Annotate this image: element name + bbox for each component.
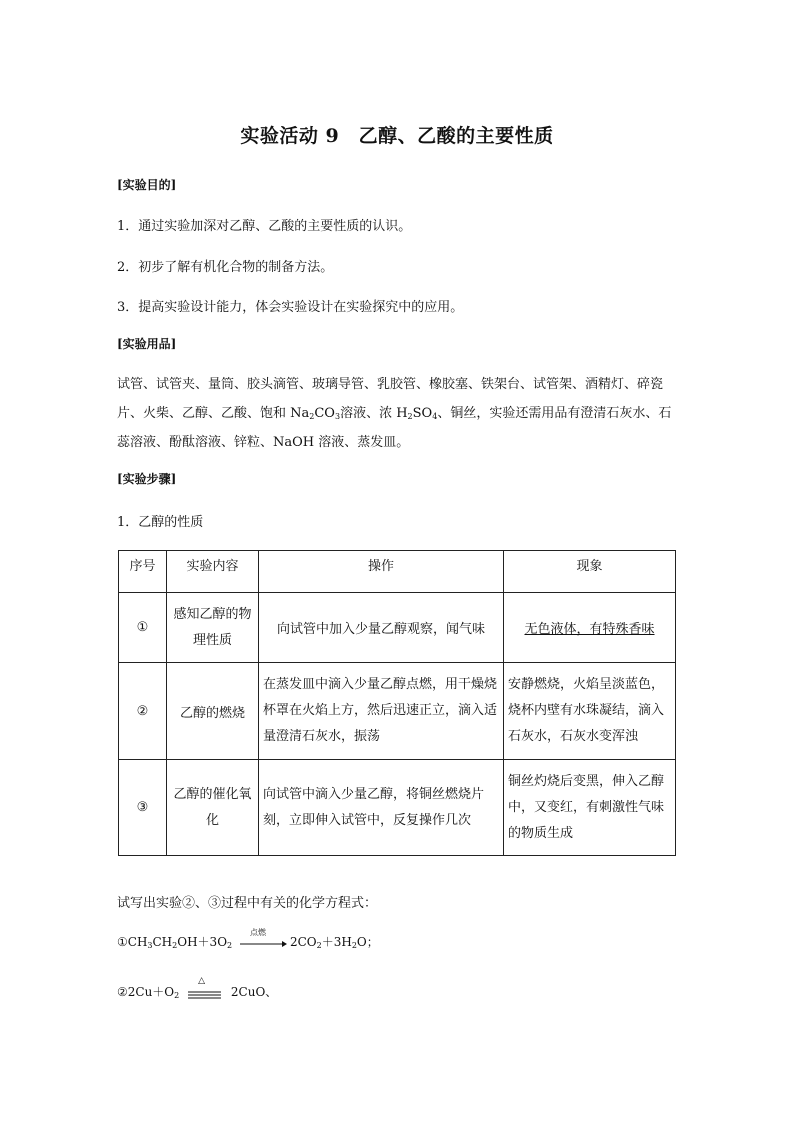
table-row <box>119 760 676 856</box>
row-no: ① <box>119 593 167 663</box>
table-row <box>119 593 676 663</box>
row-operation: 在蒸发皿中滴入少量乙醇点燃，用干燥烧杯罩在火焰上方，然后迅速正立，滴入适量澄清石灰水，振荡 <box>259 663 504 760</box>
table-row <box>119 663 676 760</box>
heating-equals-icon: △ <box>198 975 205 986</box>
page-title: 实验活动 9 乙醇、乙酸的主要性质 <box>240 125 554 147</box>
row-content: 感知乙醇的物理性质 <box>167 593 259 663</box>
header-no: 序号 <box>119 551 167 593</box>
materials-heading: [实验用品] <box>117 337 177 351</box>
materials-paragraph: 试管、试管夹、量筒、胶头滴管、玻璃导管、乳胶管、橡胶塞、铁架台、试管架、酒精灯、碎瓷片、火柴、乙醇、乙酸、饱和 $Na_2CO_3$溶液、浓 $H_2SO_4$、铜丝，实验还需用品有澄清石灰水、石蕊溶液、酚酞溶液、锌粒、NaOH 溶液、蒸发皿。 <box>117 377 672 450</box>
experiment-table <box>118 550 676 856</box>
row-phenomenon: 安静燃烧，火焰呈淡蓝色，烧杯内壁有水珠凝结，滴入石灰水，石灰水变浑浊 <box>504 663 676 760</box>
reaction-arrow-icon: 点燃 <box>238 936 288 950</box>
equation-1: $①CH_3CH_2OH+3O_2$ 点燃 $2CO_2+3H_2O$； <box>117 927 379 950</box>
equation-2: $②2Cu+O_2$ △ 2CuO、 <box>117 975 278 1000</box>
table-header-row <box>119 551 676 593</box>
row-phenomenon: 铜丝灼烧后变黑，伸入乙醇中，又变红，有刺激性气味的物质生成 <box>504 760 676 856</box>
row-operation: 向试管中滴入少量乙醇，将铜丝燃烧片刻，立即伸入试管中，反复操作几次 <box>259 760 504 856</box>
row-content: 乙醇的燃烧 <box>167 663 259 760</box>
purpose-item: 1．通过实验加深对乙醇、乙酸的主要性质的认识。 <box>117 219 412 234</box>
header-content: 实验内容 <box>167 551 259 593</box>
header-operation: 操作 <box>259 551 504 593</box>
purpose-item: 3．提高实验设计能力，体会实验设计在实验探究中的应用。 <box>117 300 464 315</box>
step-1-title: 1．乙醇的性质 <box>117 515 204 530</box>
purpose-heading: [实验目的] <box>117 178 177 192</box>
header-phenomenon: 现象 <box>504 551 676 593</box>
purpose-item: 2．初步了解有机化合物的制备方法。 <box>117 260 334 275</box>
steps-heading: [实验步骤] <box>117 472 177 486</box>
row-phenomenon: 无色液体，有特殊香味 <box>504 593 676 663</box>
equation-prompt: 试写出实验②、③过程中有关的化学方程式： <box>117 896 378 911</box>
row-operation: 向试管中加入少量乙醇观察，闻气味 <box>259 593 504 663</box>
row-content: 乙醇的催化氧化 <box>167 760 259 856</box>
row-no: ③ <box>119 760 167 856</box>
row-no: ② <box>119 663 167 760</box>
